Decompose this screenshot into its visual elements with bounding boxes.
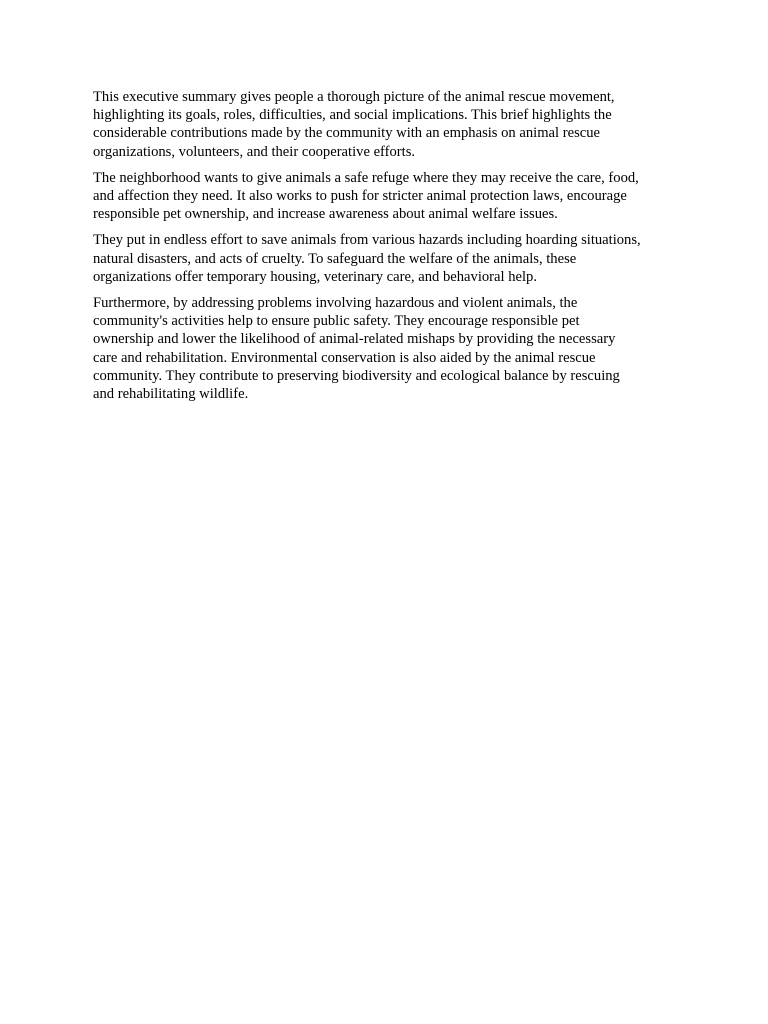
text-line: ownership and lower the likelihood of animal-related mishaps by providing the necessary	[93, 331, 616, 348]
text-line: and rehabilitating wildlife.	[93, 386, 249, 403]
text-line: The neighborhood wants to give animals a safe refuge where they may receive the care, food,	[93, 169, 639, 186]
text-line: care and rehabilitation. Environmental conservation is also aided by the animal rescue	[93, 349, 596, 366]
paragraph-4	[93, 294, 683, 403]
paragraph-3	[93, 231, 683, 286]
text-line: and affection they need. It also works to push for stricter animal protection laws, encourage	[93, 188, 627, 205]
text-line: considerable contributions made by the community with an emphasis on animal rescue	[93, 125, 601, 142]
document-body	[93, 88, 683, 411]
paragraph-1	[93, 88, 683, 161]
text-line: natural disasters, and acts of cruelty. To safeguard the welfare of the animals, these	[93, 250, 577, 267]
text-line: They put in endless effort to save animals from various hazards including hoarding situations,	[93, 232, 641, 249]
text-line: This executive summary gives people a thorough picture of the animal rescue movement,	[93, 89, 615, 105]
paragraph-2	[93, 169, 683, 224]
text-line: highlighting its goals, roles, difficulties, and social implications. This brief highlights the	[93, 107, 612, 124]
text-line: organizations, volunteers, and their cooperative efforts.	[93, 143, 416, 160]
text-line: community. They contribute to preserving biodiversity and ecological balance by rescuing	[93, 367, 620, 384]
text-line: responsible pet ownership, and increase awareness about animal welfare issues.	[93, 206, 558, 223]
text-line: community's activities help to ensure public safety. They encourage responsible pet	[93, 313, 580, 330]
text-line: organizations offer temporary housing, veterinary care, and behavioral help.	[93, 268, 537, 285]
text-line: Furthermore, by addressing problems involving hazardous and violent animals, the	[93, 295, 578, 312]
